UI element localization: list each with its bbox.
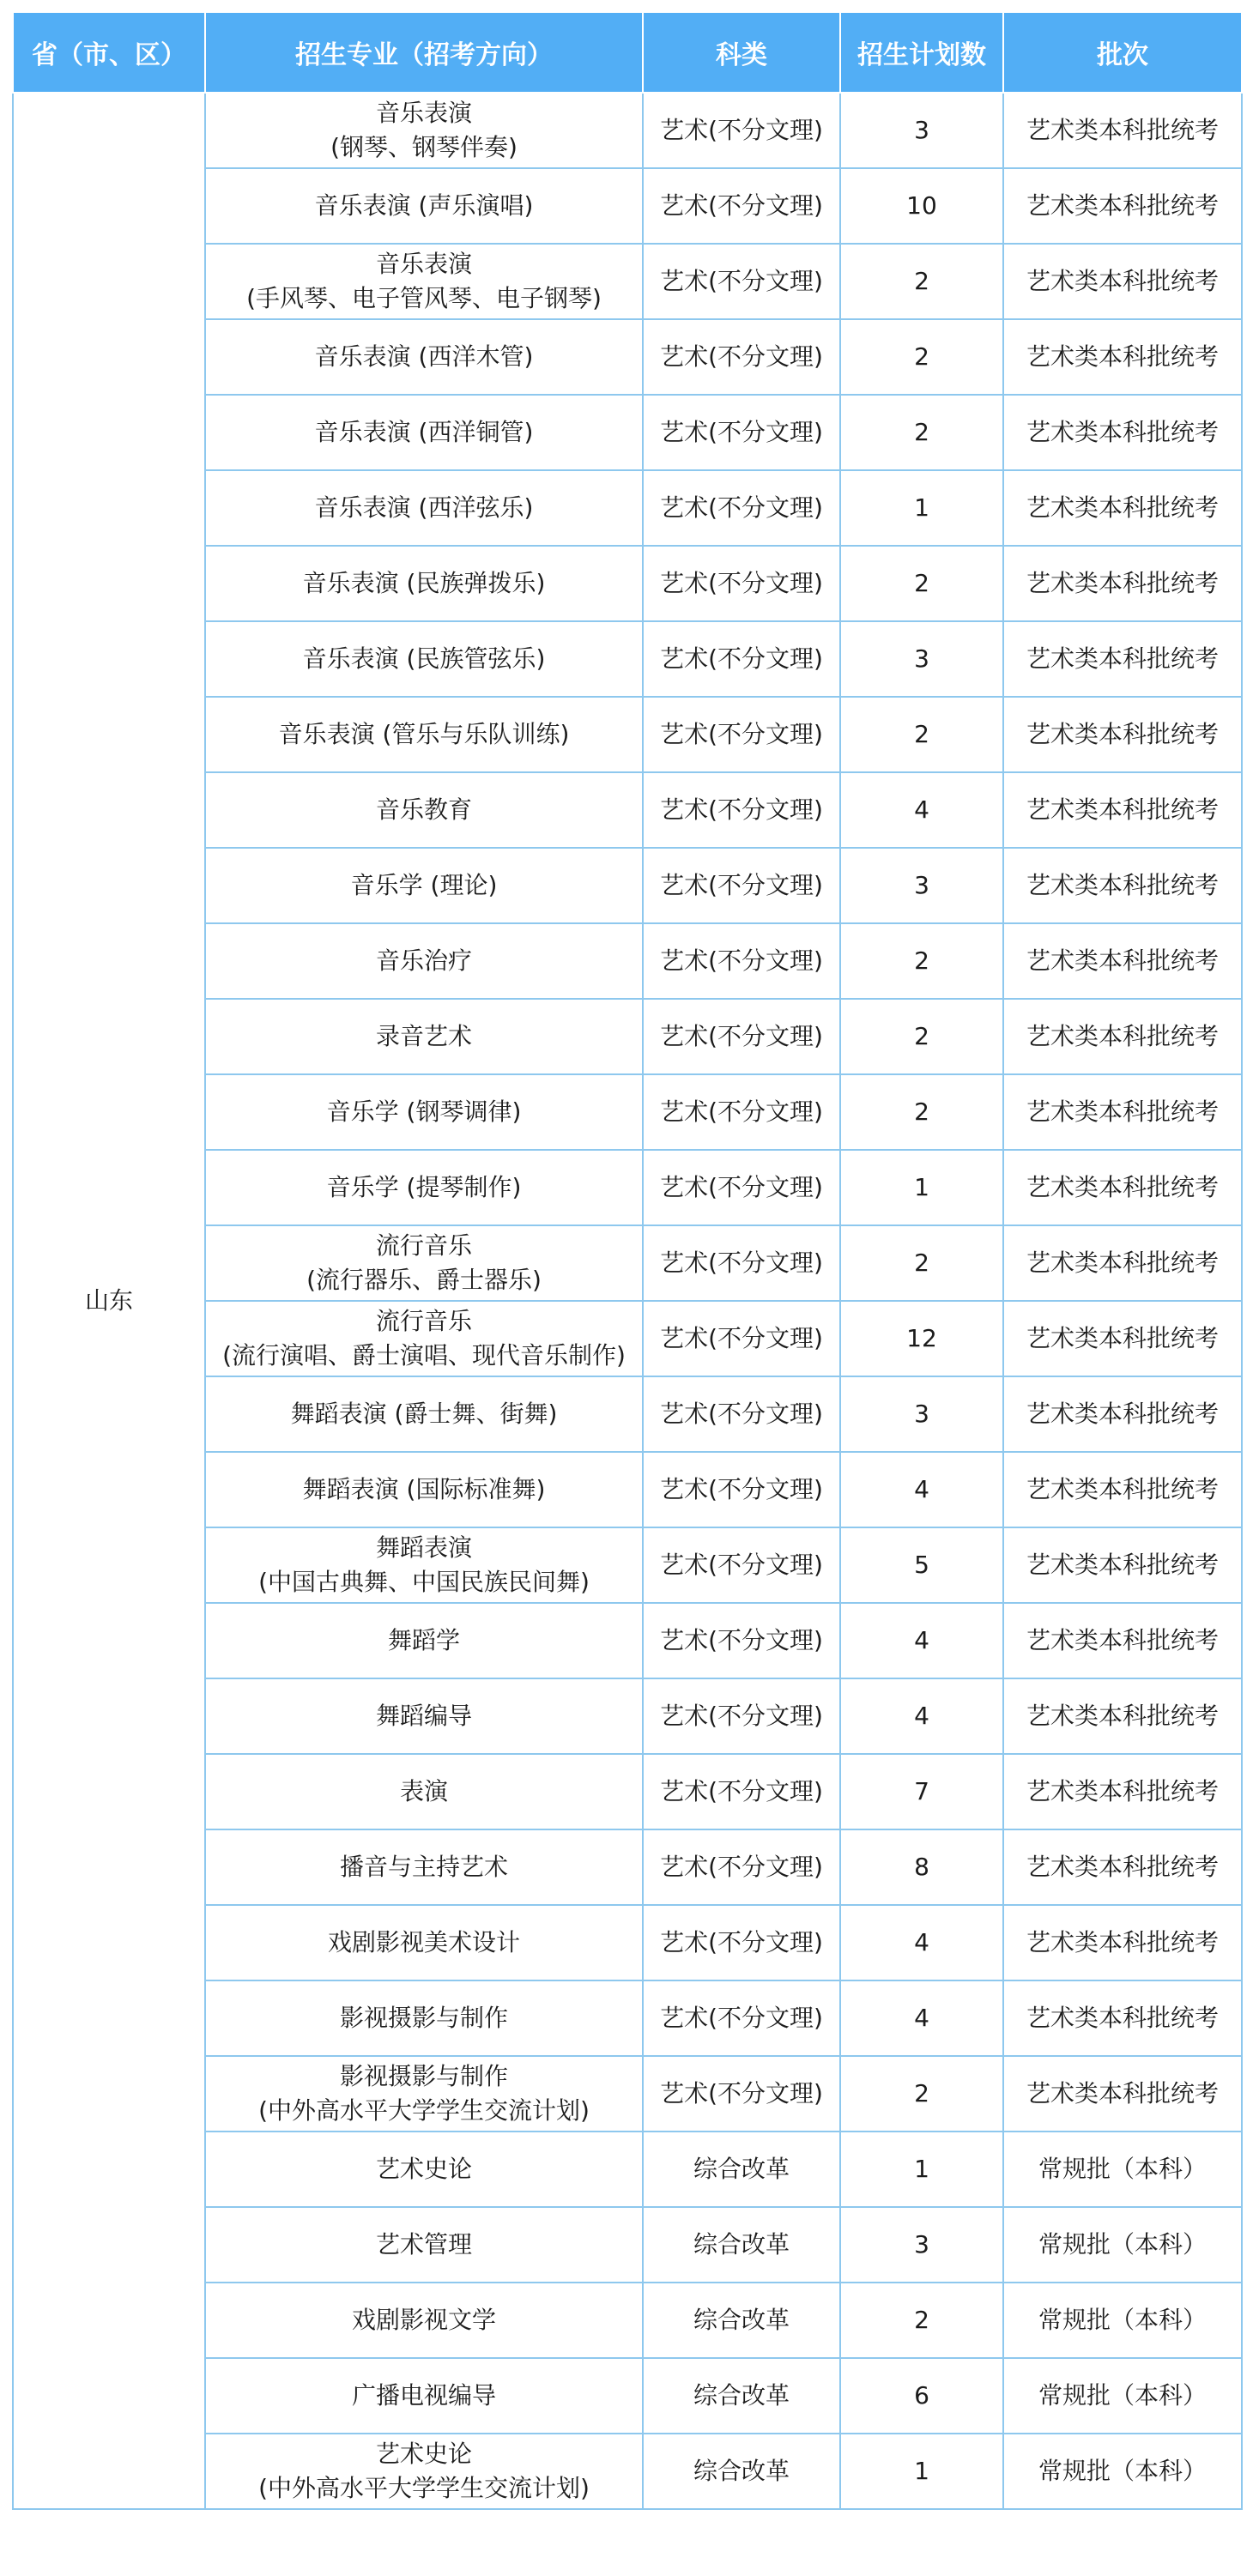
batch-cell: 艺术类本科批统考 bbox=[1003, 244, 1242, 319]
batch-cell: 艺术类本科批统考 bbox=[1003, 319, 1242, 395]
plan-count-cell: 4 bbox=[840, 1905, 1003, 1980]
batch-cell: 常规批（本科） bbox=[1003, 2358, 1242, 2434]
major-name: 音乐表演 (西洋弦乐) bbox=[314, 493, 534, 522]
subject-cell: 艺术(不分文理) bbox=[643, 1678, 840, 1754]
plan-count-cell: 2 bbox=[840, 999, 1003, 1074]
plan-count-cell: 6 bbox=[840, 2358, 1003, 2434]
batch-cell: 常规批（本科） bbox=[1003, 2207, 1242, 2283]
subject-cell: 综合改革 bbox=[643, 2207, 840, 2283]
major-direction: (中外高水平大学学生交流计划) bbox=[258, 2096, 590, 2125]
plan-count-cell: 2 bbox=[840, 697, 1003, 772]
subject-cell: 艺术(不分文理) bbox=[643, 1150, 840, 1225]
major-name: 流行音乐 bbox=[375, 1231, 472, 1260]
subject-cell: 艺术(不分文理) bbox=[643, 546, 840, 621]
plan-count-cell: 4 bbox=[840, 772, 1003, 848]
batch-cell: 常规批（本科） bbox=[1003, 2283, 1242, 2358]
major-cell bbox=[205, 621, 643, 697]
batch-cell: 艺术类本科批统考 bbox=[1003, 621, 1242, 697]
plan-count-cell: 2 bbox=[840, 1225, 1003, 1301]
subject-cell: 艺术(不分文理) bbox=[643, 1603, 840, 1678]
plan-count-cell: 7 bbox=[840, 1754, 1003, 1829]
subject-cell: 综合改革 bbox=[643, 2434, 840, 2509]
plan-count-cell: 2 bbox=[840, 1074, 1003, 1150]
header-province: 省（市、区） bbox=[13, 12, 205, 93]
batch-cell: 艺术类本科批统考 bbox=[1003, 1905, 1242, 1980]
table-row bbox=[13, 93, 1242, 168]
subject-cell: 艺术(不分文理) bbox=[643, 1301, 840, 1376]
major-cell bbox=[205, 772, 643, 848]
major-direction: (流行演唱、爵士演唱、现代音乐制作) bbox=[222, 1341, 626, 1370]
major-name: 舞蹈学 bbox=[387, 1626, 460, 1654]
major-cell bbox=[205, 1905, 643, 1980]
subject-cell: 艺术(不分文理) bbox=[643, 395, 840, 470]
major-direction: (流行器乐、爵士器乐) bbox=[306, 1266, 542, 1294]
subject-cell: 综合改革 bbox=[643, 2358, 840, 2434]
major-cell bbox=[205, 470, 643, 546]
subject-cell: 艺术(不分文理) bbox=[643, 470, 840, 546]
major-cell bbox=[205, 2434, 643, 2509]
major-name: 影视摄影与制作 bbox=[339, 2062, 508, 2090]
major-cell bbox=[205, 2207, 643, 2283]
subject-cell: 艺术(不分文理) bbox=[643, 1829, 840, 1905]
plan-count-cell: 1 bbox=[840, 2434, 1003, 2509]
major-cell bbox=[205, 168, 643, 244]
major-name: 音乐表演 bbox=[375, 99, 472, 127]
major-name: 录音艺术 bbox=[375, 1022, 472, 1050]
subject-cell: 综合改革 bbox=[643, 2283, 840, 2358]
major-cell bbox=[205, 1527, 643, 1603]
major-direction: (手风琴、电子管风琴、电子钢琴) bbox=[246, 284, 602, 312]
subject-cell: 艺术(不分文理) bbox=[643, 923, 840, 999]
subject-cell: 艺术(不分文理) bbox=[643, 1527, 840, 1603]
major-cell bbox=[205, 2132, 643, 2207]
batch-cell: 艺术类本科批统考 bbox=[1003, 848, 1242, 923]
subject-cell: 艺术(不分文理) bbox=[643, 1754, 840, 1829]
batch-cell: 艺术类本科批统考 bbox=[1003, 1225, 1242, 1301]
subject-cell: 艺术(不分文理) bbox=[643, 93, 840, 168]
major-cell bbox=[205, 2056, 643, 2132]
major-name: 舞蹈表演 (爵士舞、街舞) bbox=[290, 1400, 558, 1428]
major-cell bbox=[205, 1452, 643, 1527]
major-cell bbox=[205, 923, 643, 999]
subject-cell: 艺术(不分文理) bbox=[643, 1376, 840, 1452]
table-body bbox=[13, 93, 1242, 2509]
plan-count-cell: 2 bbox=[840, 546, 1003, 621]
major-cell bbox=[205, 697, 643, 772]
subject-cell: 艺术(不分文理) bbox=[643, 697, 840, 772]
batch-cell: 艺术类本科批统考 bbox=[1003, 1754, 1242, 1829]
plan-count-cell: 3 bbox=[840, 93, 1003, 168]
major-cell bbox=[205, 1150, 643, 1225]
major-name: 广播电视编导 bbox=[351, 2381, 496, 2410]
major-cell bbox=[205, 93, 643, 168]
major-cell bbox=[205, 848, 643, 923]
major-name: 音乐教育 bbox=[375, 795, 472, 824]
major-direction: (中国古典舞、中国民族民间舞) bbox=[258, 1568, 590, 1596]
major-cell bbox=[205, 1376, 643, 1452]
batch-cell: 艺术类本科批统考 bbox=[1003, 1376, 1242, 1452]
major-name: 艺术史论 bbox=[375, 2155, 472, 2183]
batch-cell: 艺术类本科批统考 bbox=[1003, 923, 1242, 999]
batch-cell: 艺术类本科批统考 bbox=[1003, 1301, 1242, 1376]
major-name: 音乐表演 bbox=[375, 250, 472, 278]
batch-cell: 常规批（本科） bbox=[1003, 2434, 1242, 2509]
subject-cell: 艺术(不分文理) bbox=[643, 2056, 840, 2132]
plan-count-cell: 2 bbox=[840, 923, 1003, 999]
major-name: 舞蹈表演 (国际标准舞) bbox=[302, 1475, 546, 1503]
major-cell bbox=[205, 1301, 643, 1376]
plan-count-cell: 2 bbox=[840, 2283, 1003, 2358]
batch-cell: 艺术类本科批统考 bbox=[1003, 2056, 1242, 2132]
major-cell bbox=[205, 1678, 643, 1754]
major-cell bbox=[205, 546, 643, 621]
major-cell bbox=[205, 1829, 643, 1905]
batch-cell: 艺术类本科批统考 bbox=[1003, 1678, 1242, 1754]
plan-count-cell: 1 bbox=[840, 1150, 1003, 1225]
subject-cell: 艺术(不分文理) bbox=[643, 1905, 840, 1980]
subject-cell: 艺术(不分文理) bbox=[643, 772, 840, 848]
plan-count-cell: 2 bbox=[840, 319, 1003, 395]
plan-count-cell: 3 bbox=[840, 2207, 1003, 2283]
plan-count-cell: 2 bbox=[840, 2056, 1003, 2132]
major-name: 音乐表演 (管乐与乐队训练) bbox=[278, 720, 570, 748]
major-name: 舞蹈表演 bbox=[375, 1533, 472, 1562]
major-name: 舞蹈编导 bbox=[375, 1702, 472, 1730]
header-plan: 招生计划数 bbox=[840, 12, 1003, 93]
plan-count-cell: 4 bbox=[840, 1678, 1003, 1754]
major-name: 流行音乐 bbox=[375, 1307, 472, 1335]
plan-count-cell: 10 bbox=[840, 168, 1003, 244]
subject-cell: 艺术(不分文理) bbox=[643, 848, 840, 923]
major-cell bbox=[205, 1225, 643, 1301]
major-cell bbox=[205, 395, 643, 470]
major-name: 音乐表演 (西洋木管) bbox=[314, 342, 534, 371]
major-cell bbox=[205, 2358, 643, 2434]
plan-count-cell: 1 bbox=[840, 2132, 1003, 2207]
major-cell bbox=[205, 244, 643, 319]
batch-cell: 艺术类本科批统考 bbox=[1003, 1980, 1242, 2056]
major-name: 戏剧影视文学 bbox=[351, 2306, 496, 2334]
batch-cell: 艺术类本科批统考 bbox=[1003, 470, 1242, 546]
plan-count-cell: 4 bbox=[840, 1980, 1003, 2056]
subject-cell: 综合改革 bbox=[643, 2132, 840, 2207]
major-name: 音乐表演 (声乐演唱) bbox=[314, 191, 534, 220]
province-cell: 山东 bbox=[13, 93, 205, 2509]
batch-cell: 艺术类本科批统考 bbox=[1003, 1829, 1242, 1905]
subject-cell: 艺术(不分文理) bbox=[643, 244, 840, 319]
plan-count-cell: 8 bbox=[840, 1829, 1003, 1905]
subject-cell: 艺术(不分文理) bbox=[643, 1225, 840, 1301]
plan-count-cell: 5 bbox=[840, 1527, 1003, 1603]
batch-cell: 艺术类本科批统考 bbox=[1003, 546, 1242, 621]
major-name: 音乐学 (理论) bbox=[350, 871, 498, 899]
batch-cell: 艺术类本科批统考 bbox=[1003, 93, 1242, 168]
major-direction: (中外高水平大学学生交流计划) bbox=[258, 2474, 590, 2502]
major-cell bbox=[205, 1603, 643, 1678]
batch-cell: 艺术类本科批统考 bbox=[1003, 999, 1242, 1074]
subject-cell: 艺术(不分文理) bbox=[643, 621, 840, 697]
subject-cell: 艺术(不分文理) bbox=[643, 1452, 840, 1527]
subject-cell: 艺术(不分文理) bbox=[643, 1074, 840, 1150]
major-name: 音乐表演 (民族弹拨乐) bbox=[302, 569, 546, 597]
enrollment-table bbox=[12, 11, 1243, 2510]
batch-cell: 艺术类本科批统考 bbox=[1003, 1074, 1242, 1150]
batch-cell: 常规批（本科） bbox=[1003, 2132, 1242, 2207]
batch-cell: 艺术类本科批统考 bbox=[1003, 1603, 1242, 1678]
major-cell bbox=[205, 1980, 643, 2056]
major-cell bbox=[205, 319, 643, 395]
batch-cell: 艺术类本科批统考 bbox=[1003, 1452, 1242, 1527]
subject-cell: 艺术(不分文理) bbox=[643, 168, 840, 244]
major-name: 表演 bbox=[399, 1777, 448, 1805]
major-name: 音乐表演 (西洋铜管) bbox=[314, 418, 534, 446]
major-name: 艺术管理 bbox=[375, 2230, 472, 2259]
major-cell bbox=[205, 1074, 643, 1150]
major-name: 音乐学 (提琴制作) bbox=[326, 1173, 522, 1201]
batch-cell: 艺术类本科批统考 bbox=[1003, 1150, 1242, 1225]
major-cell bbox=[205, 2283, 643, 2358]
major-cell bbox=[205, 1754, 643, 1829]
batch-cell: 艺术类本科批统考 bbox=[1003, 772, 1242, 848]
header-batch: 批次 bbox=[1003, 12, 1242, 93]
major-name: 音乐表演 (民族管弦乐) bbox=[302, 644, 546, 673]
plan-count-cell: 1 bbox=[840, 470, 1003, 546]
batch-cell: 艺术类本科批统考 bbox=[1003, 395, 1242, 470]
plan-count-cell: 4 bbox=[840, 1452, 1003, 1527]
major-name: 戏剧影视美术设计 bbox=[327, 1928, 520, 1956]
header-subject: 科类 bbox=[643, 12, 840, 93]
header-row bbox=[13, 12, 1242, 93]
batch-cell: 艺术类本科批统考 bbox=[1003, 1527, 1242, 1603]
major-name: 音乐治疗 bbox=[375, 946, 472, 975]
subject-cell: 艺术(不分文理) bbox=[643, 319, 840, 395]
major-name: 影视摄影与制作 bbox=[339, 2004, 508, 2032]
batch-cell: 艺术类本科批统考 bbox=[1003, 168, 1242, 244]
major-name: 艺术史论 bbox=[375, 2440, 472, 2468]
plan-count-cell: 12 bbox=[840, 1301, 1003, 1376]
plan-count-cell: 3 bbox=[840, 848, 1003, 923]
plan-count-cell: 4 bbox=[840, 1603, 1003, 1678]
plan-count-cell: 2 bbox=[840, 244, 1003, 319]
plan-count-cell: 2 bbox=[840, 395, 1003, 470]
major-direction: (钢琴、钢琴伴奏) bbox=[330, 133, 518, 161]
plan-count-cell: 3 bbox=[840, 1376, 1003, 1452]
subject-cell: 艺术(不分文理) bbox=[643, 1980, 840, 2056]
header-major: 招生专业（招考方向） bbox=[205, 12, 643, 93]
batch-cell: 艺术类本科批统考 bbox=[1003, 697, 1242, 772]
plan-count-cell: 3 bbox=[840, 621, 1003, 697]
major-name: 播音与主持艺术 bbox=[339, 1853, 508, 1881]
major-name: 音乐学 (钢琴调律) bbox=[326, 1098, 522, 1126]
major-cell bbox=[205, 999, 643, 1074]
subject-cell: 艺术(不分文理) bbox=[643, 999, 840, 1074]
